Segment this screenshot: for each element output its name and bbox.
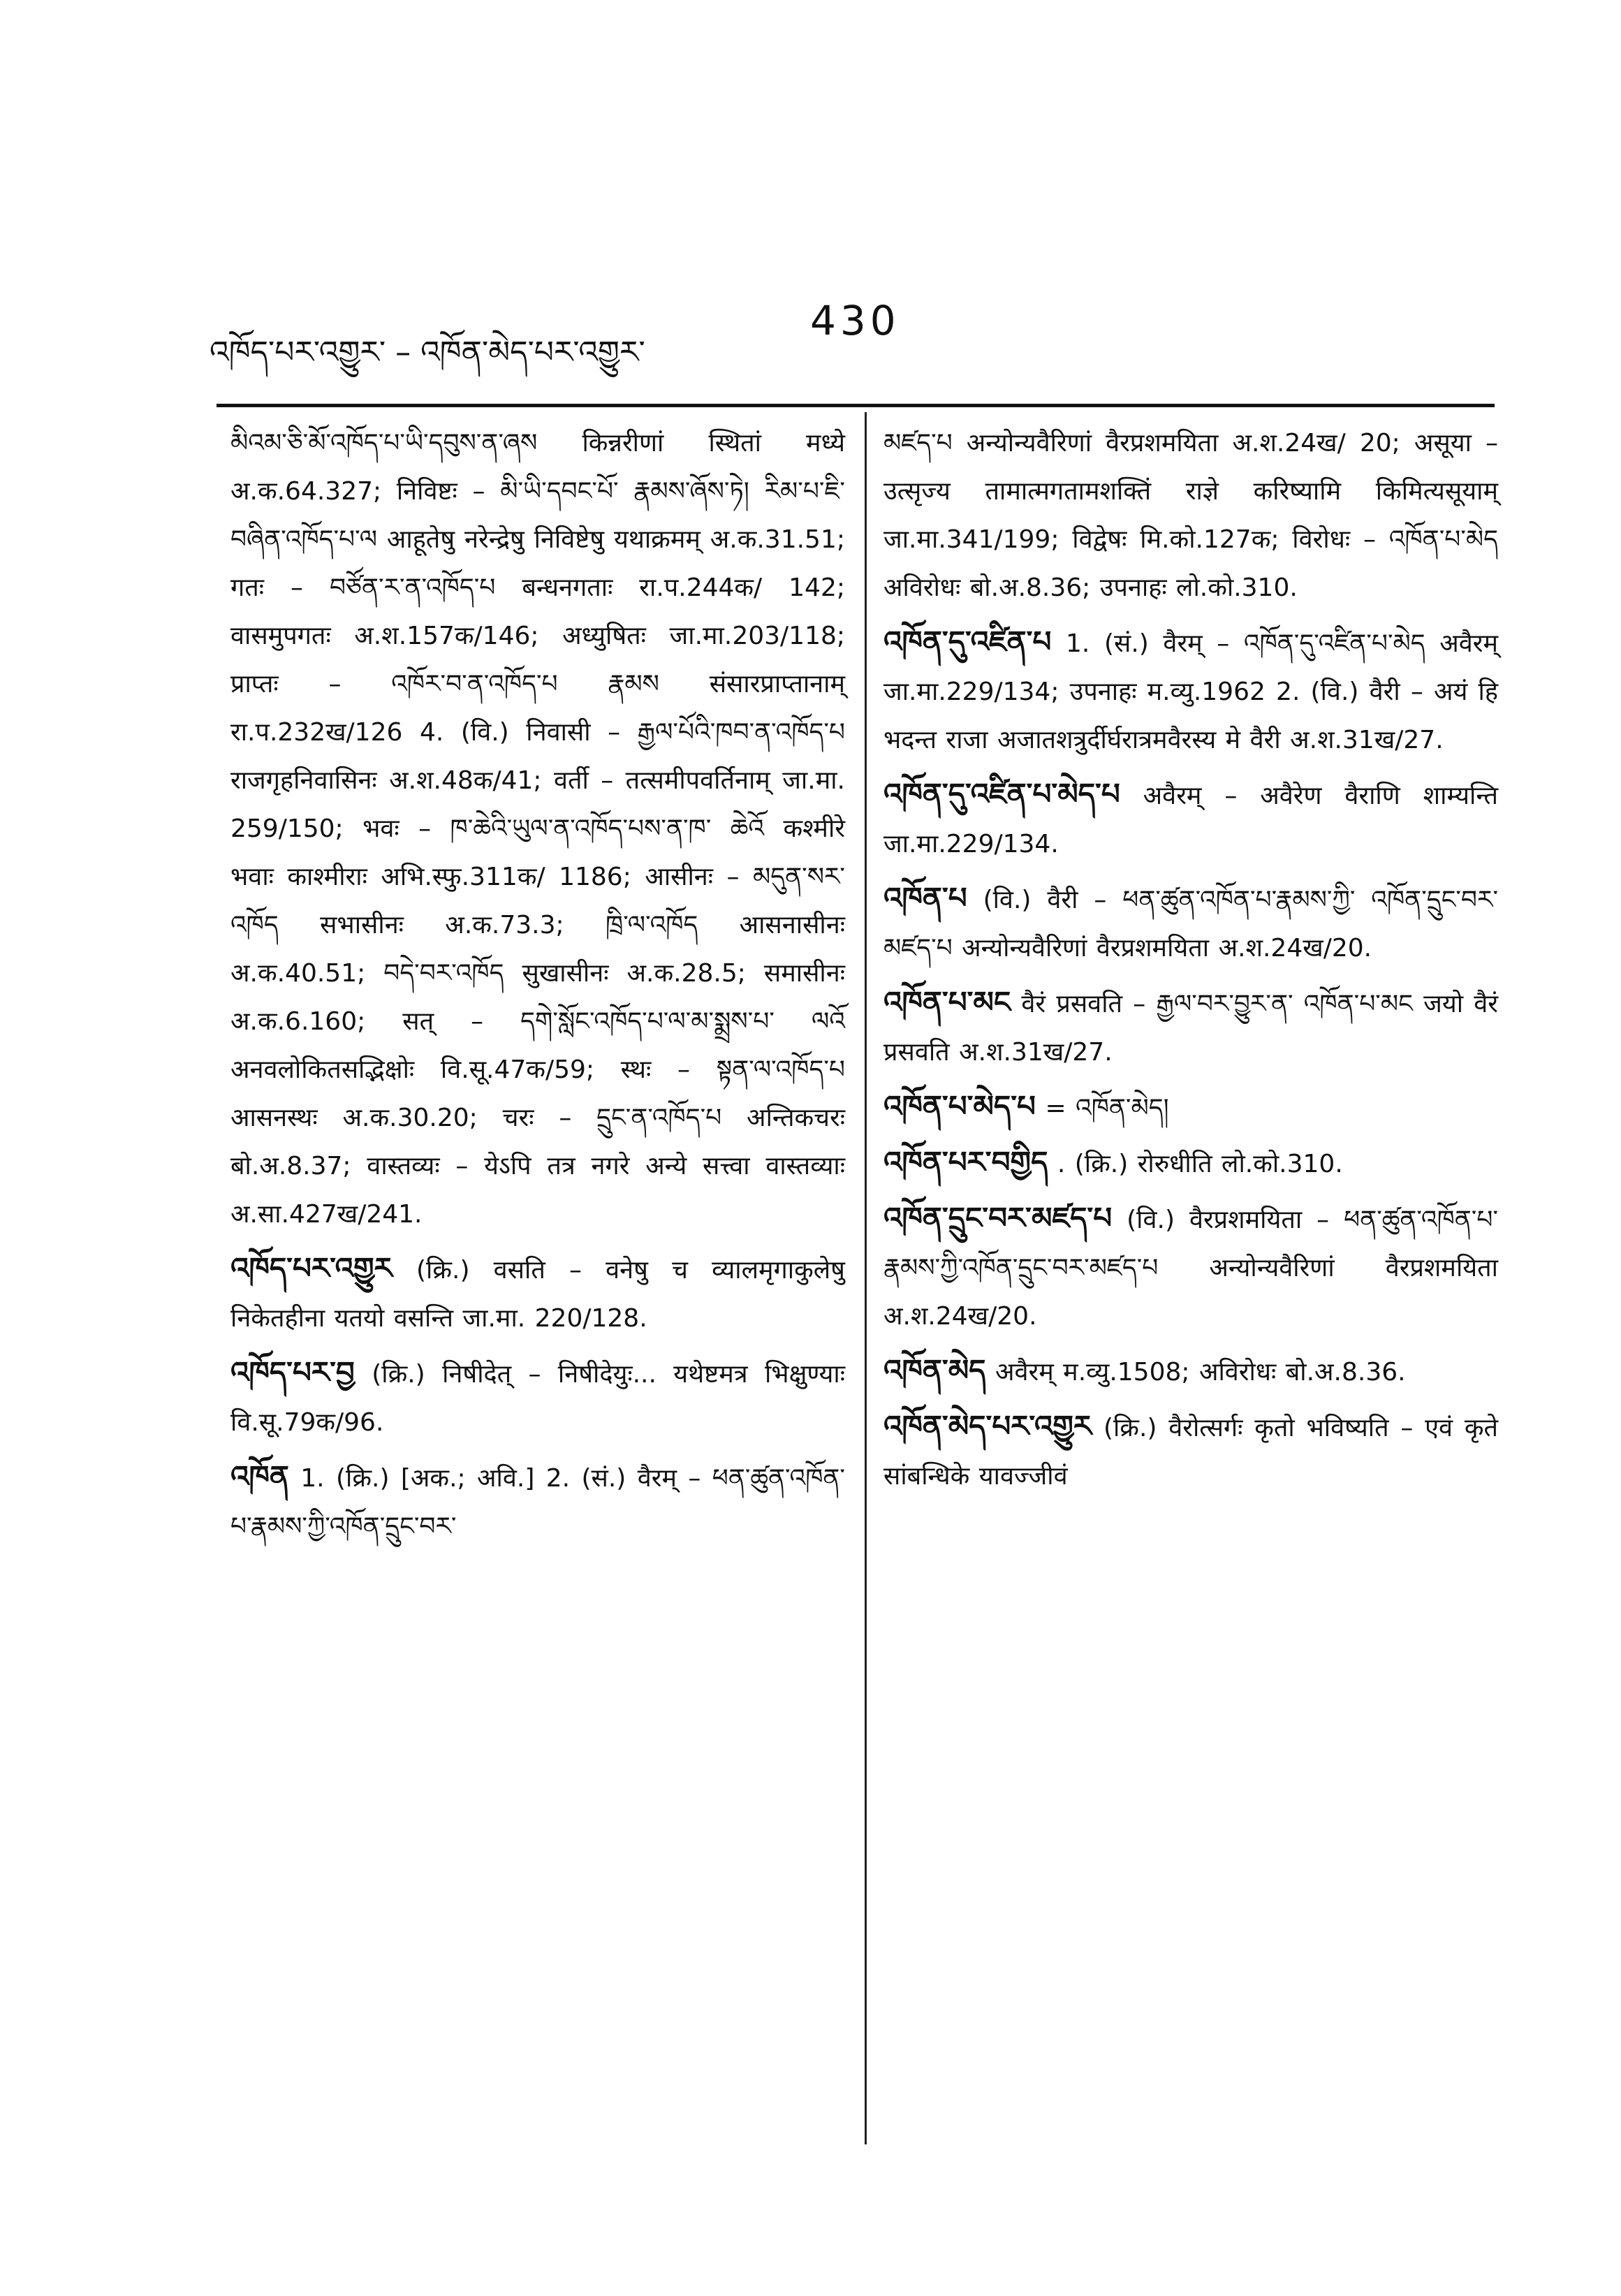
entry-definition: अवैरम् म.व्यु.1508; अविरोधः बो.अ.8.36. — [995, 1358, 1406, 1387]
entry-headword: འཁོན་པར་བགྱིད — [883, 1145, 1048, 1179]
dictionary-entry — [230, 1452, 845, 1551]
continued-entry-text: མིའམ་ཅི་མོ་འཁོད་པ་ཡི་དབུས་ན་ཞས किन्नरीणां स्थितां मध्ये अ.क.64.327; निविष्टः – མི་ཡི་དབང་པོ་ རྣམས་ཞོས་ཏེ། རིམ་པ་ཇི་བཞིན་འཁོད་པ་ལ आहूतेषु नरेन्द्रेषु निविष्टेषु यथाक्रमम् अ.क.31.51; गतः – བཙོན་ར་ན་འཁོད་པ बन्धनगताः रा.प.244क/ 142; वासमुपगतः अ.श.157क/146; अध्युषितः जा.मा.203/118; प्राप्तः – འཁོར་བ་ན་འཁོད་པ རྣམས संसारप्राप्तानाम् रा.प.232ख/126 4. (वि.) निवासी – རྒྱལ་པོའི་ཁབ་ན་འཁོད་པ राजगृहनिवासिनः अ.श.48क/41; वर्ती – तत्समीपवर्तिनाम् जा.मा. 259/150; भवः – ཁ་ཆེའི་ཡུལ་ན་འཁོད་པས་ན་ཁ་ ཆེའོ कश्मीरे भवाः काश्मीराः अभि.स्फु.311क/ 1186; आसीनः – མདུན་སར་འཁོད सभासीनः अ.क.73.3; ཁྲི་ལ་འཁོད आसनासीनः अ.क.40.51; བདེ་བར་འཁོད सुखासीनः अ.क.28.5; समासीनः अ.क.6.160; सत् – དགེ་སློང་འཁོད་པ་ལ་མ་སྨྲས་པ་ ལའོ अनवलोकितसद्भिक्षोः वि.सू.47क/59; स्थः – སྟན་ལ་འཁོད་པ आसनस्थः अ.क.30.20; चरः – དྲུང་ན་འཁོད་པ अन्तिकचरः बो.अ.8.37; वास्तव्यः – येऽपि तत्र नगरे अन्ये सत्त्वा वास्तव्याः अ.सा.427ख/241. — [230, 429, 845, 1229]
dictionary-entry — [883, 1194, 1498, 1340]
entry-headword: འཁོད་པར་བྱ — [230, 1355, 355, 1389]
entry-headword: འཁོན་པ་མེད་པ — [883, 1089, 1036, 1123]
entry-definition: 1. (क्रि.) [अक.; अवि.] 2. (सं.) वैरम् – ཕན་ཚུན་འཁོན་པ་རྣམས་ཀྱི་འཁོན་དྲུང་བར་ — [230, 1464, 845, 1541]
entry-headword: འཁོན་དུ་འཛིན་པ་མེད་པ — [883, 777, 1120, 811]
right-column — [883, 419, 1498, 1500]
entry-headword: འཁོན་དྲུང་བར་མཛད་པ — [883, 1201, 1113, 1235]
entry-headword: འཁོན་པ་མང — [883, 985, 1011, 1019]
dictionary-entry — [883, 1402, 1498, 1500]
header-rule — [217, 404, 1495, 407]
dictionary-entry — [883, 1138, 1498, 1188]
running-head: འཁོད་པར་འགྱུར་ – འཁོན་མེད་པར་འགྱུར་ — [210, 335, 645, 370]
entry-headword: འཁོན — [230, 1459, 289, 1493]
page-number: 430 — [810, 297, 900, 344]
entry-definition: . (क्रि.) रोरुधीति लो.को.310. — [1057, 1150, 1343, 1178]
column-divider — [865, 412, 867, 2144]
dictionary-entry — [883, 617, 1498, 764]
entry-headword: འཁོན་དུ་འཛིན་པ — [883, 624, 1052, 659]
entry-headword: འཁོད་པར་འགྱུར — [230, 1251, 393, 1285]
dictionary-entry — [883, 770, 1498, 868]
dictionary-entry — [883, 874, 1498, 972]
entry-headword: འཁོན་པ — [883, 881, 967, 915]
dictionary-entry — [883, 1346, 1498, 1396]
entry-definition: = འཁོན་མེད། — [1045, 1094, 1169, 1123]
entry-definition: 1. (सं.) वैरम् – འཁོན་དུ་འཛིན་པ་མེད अवैरम् जा.मा.229/134; उपनाहः म.व्यु.1962 2. (वि.) वैरी – अयं हि भदन्त राजा अजातशत्रुर्दीर्घरात्रमवैरस्य मे वैरी अ.श.31ख/27. — [883, 629, 1499, 754]
dictionary-entry — [883, 978, 1498, 1076]
page-header — [210, 297, 1536, 370]
dictionary-entry — [230, 1348, 845, 1447]
left-column — [230, 419, 845, 1551]
entry-definition: (वि.) वैरी – ཕན་ཚུན་འཁོན་པ་རྣམས་ཀྱི་ འཁོན་དྲུང་བར་མཛད་པ अन्योन्यवैरिणां वैरप्रशमयिता अ.श.24ख/20. — [883, 886, 1498, 963]
dictionary-entry — [883, 1082, 1498, 1132]
continued-entry-text: མཛད་པ अन्योन्यवैरिणां वैरप्रशमयिता अ.श.24ख/ 20; असूया – उत्सृज्य तामात्मगतामशक्तिं राज्ञे करिष्यामि किमित्यसूयाम् जा.मा.341/199; विद्वेषः मि.को.127क; विरोधः – འཁོན་པ་མེད अविरोधः बो.अ.8.36; उपनाहः लो.को.310. — [883, 429, 1498, 602]
entry-definition: (क्रि.) वसति – वनेषु च व्यालमृगाकुलेषु निकेतहीना यतयो वसन्ति जा.मा. 220/128. — [230, 1256, 845, 1333]
entry-definition: (वि.) वैरप्रशमयिता – ཕན་ཚུན་འཁོན་པ་རྣམས་ཀྱི་འཁོན་དྲུང་བར་མཛད་པ अन्योन्यवैरिणां वैरप्रशमयिता अ.श.24ख/20. — [883, 1206, 1498, 1331]
entry-definition: वैरं प्रसवति – རྒྱལ་བར་བྱུར་ན་ འཁོན་པ་མང जयो वैरं प्रसवति अ.श.31ख/27. — [883, 990, 1498, 1067]
dictionary-entry — [230, 1244, 845, 1343]
entry-headword: འཁོན་མེད་པར་འགྱུར — [883, 1409, 1092, 1443]
entry-definition: (क्रि.) वैरोत्सर्गः कृतो भविष्यति – एवं कृते सांबन्धिके यावज्जीवं — [883, 1414, 1498, 1491]
entry-definition: अवैरम् – अवैरेण वैराणि शाम्यन्ति जा.मा.229/134. — [883, 782, 1498, 858]
entry-definition: (क्रि.) निषीदेत् – निषीदेयुः... यथेष्टमत्र भिक्षुण्याः वि.सू.79क/96. — [230, 1360, 845, 1437]
entry-headword: འཁོན་མེད — [883, 1353, 986, 1387]
